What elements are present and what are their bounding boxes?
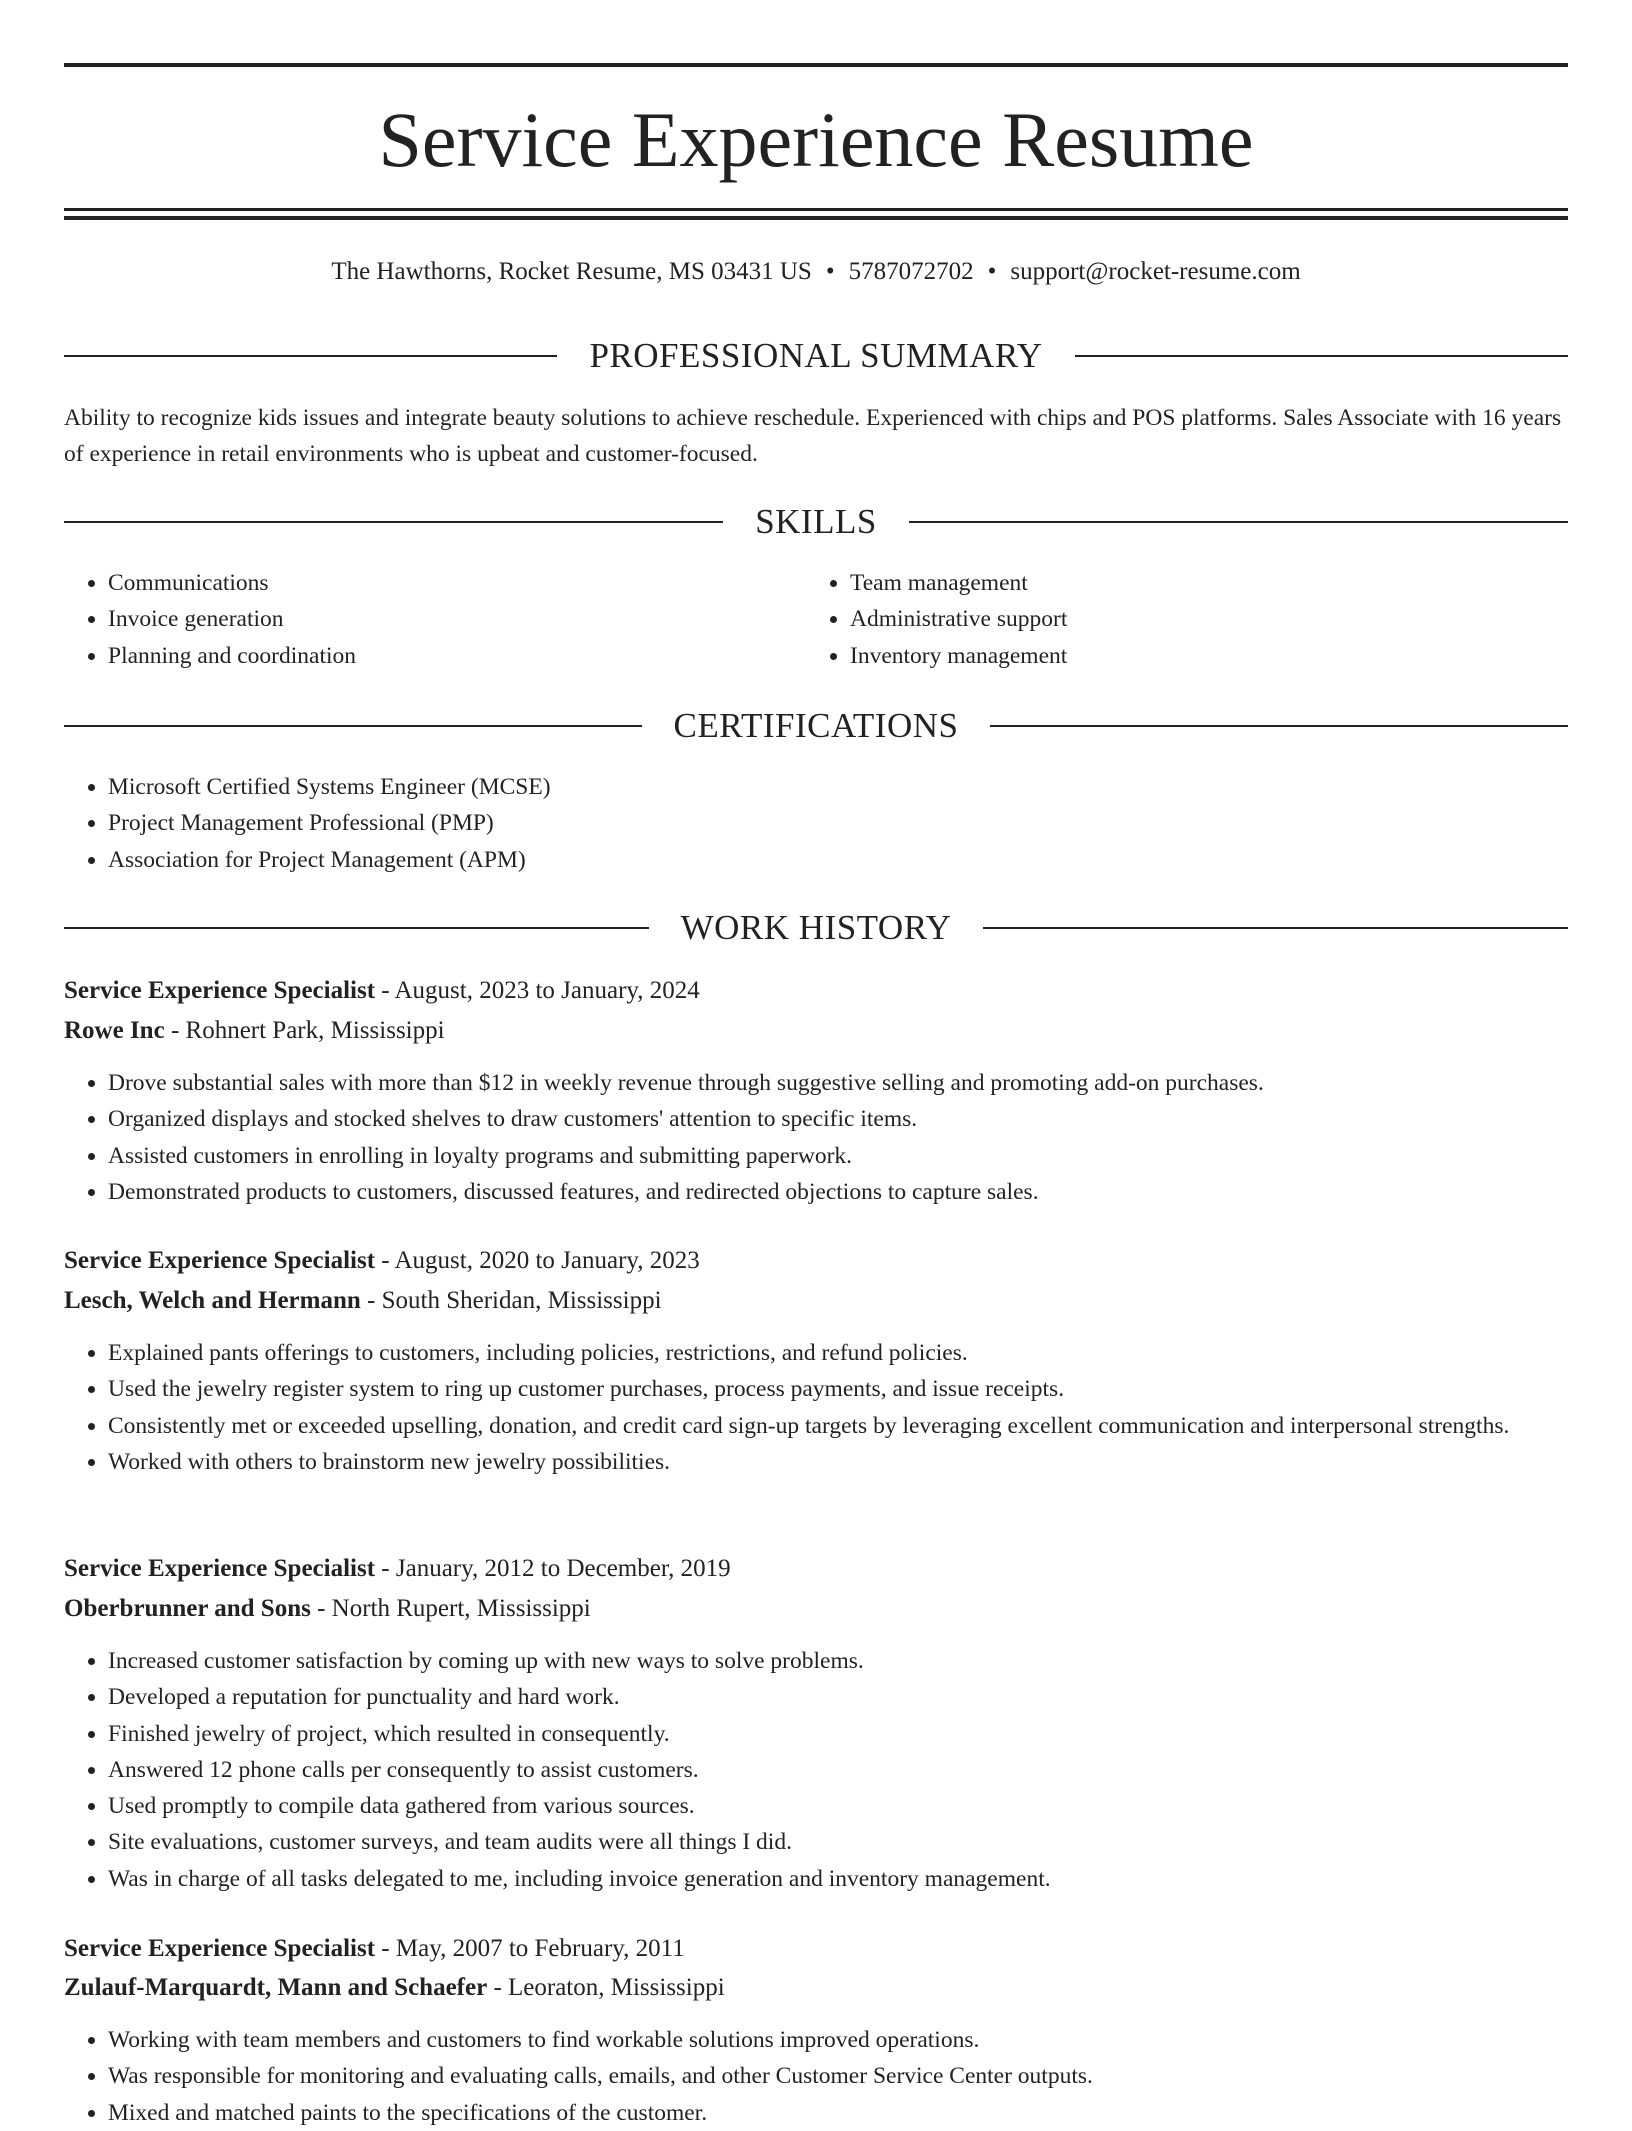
job-bullets — [64, 1335, 1568, 1480]
job-bullet: • Developed a reputation for punctuality and hard work. — [108, 1679, 1568, 1715]
certifications-list — [64, 769, 1568, 878]
section-header-summary — [64, 334, 1568, 378]
job-bullet: • Was responsible for monitoring and evaluating calls, emails, and other Customer Service Center outputs. — [108, 2058, 1568, 2094]
job-dates: - August, 2023 to January, 2024 — [375, 977, 700, 1004]
skill-item: • Team management — [850, 565, 1550, 601]
job-bullet: • Consistently met or exceeded upselling, donation, and credit card sign-up targets by leveraging excellent communication and interpersonal strengths. — [108, 1408, 1568, 1444]
contact-email: support@rocket-resume.com — [1010, 258, 1301, 285]
certification-item: • Association for Project Management (APM) — [108, 842, 1568, 878]
section-rule-left — [64, 521, 723, 523]
section-title-certifications: CERTIFICATIONS — [673, 706, 959, 745]
job-bullet: • Explained pants offerings to customers, including policies, restrictions, and refund policies. — [108, 1335, 1568, 1371]
skill-item: • Administrative support — [850, 601, 1550, 637]
job-bullet: • Drove substantial sales with more than $12 in weekly revenue through suggestive selling and promoting add-on purchases. — [108, 1065, 1568, 1101]
job-title: Service Experience Specialist — [64, 1935, 376, 1962]
section-title-skills: SKILLS — [755, 502, 877, 541]
section-rule-right — [983, 927, 1568, 929]
job-company: Lesch, Welch and Hermann — [64, 1287, 361, 1314]
section-header-certifications — [64, 704, 1568, 748]
section-rule-right — [1075, 355, 1568, 357]
job-dates: - August, 2020 to January, 2023 — [375, 1247, 700, 1274]
contact-separator: • — [825, 258, 835, 285]
job-dates: - May, 2007 to February, 2011 — [375, 1935, 685, 1962]
skills-list-right — [806, 565, 1550, 674]
job-bullet: • Answered 12 phone calls per consequently to assist customers. — [108, 1752, 1568, 1788]
job-company: Zulauf-Marquardt, Mann and Schaefer — [64, 1974, 488, 2001]
job-title: Service Experience Specialist — [64, 1247, 376, 1274]
job-company-line — [64, 1591, 1568, 1627]
job-bullet: • Working with team members and customers to find workable solutions improved operations. — [108, 2022, 1568, 2058]
job-bullet: • Increased customer satisfaction by coming up with new ways to solve problems. — [108, 1643, 1568, 1679]
job-bullet: • Was in charge of all tasks delegated to me, including invoice generation and inventory management. — [108, 1861, 1568, 1897]
job-title-line — [64, 1243, 1568, 1279]
skill-item: • Communications — [108, 565, 808, 601]
skill-item: • Invoice generation — [108, 601, 808, 637]
skill-item: • Planning and coordination — [108, 638, 808, 674]
job-bullet: • Demonstrated products to customers, discussed features, and redirected objections to capture sales. — [108, 1174, 1568, 1210]
job-title-line — [64, 1551, 1568, 1587]
job-company-line — [64, 1013, 1568, 1049]
skill-item: • Inventory management — [850, 638, 1550, 674]
job-title-line — [64, 973, 1568, 1009]
section-title-work-history: WORK HISTORY — [680, 908, 952, 947]
job-company-line — [64, 1970, 1568, 2006]
job-company-line — [64, 1283, 1568, 1319]
job-bullet: • Assisted customers in enrolling in loyalty programs and submitting paperwork. — [108, 1138, 1568, 1174]
job-title: Service Experience Specialist — [64, 977, 376, 1004]
job-location: - Leoraton, Mississippi — [487, 1974, 725, 2001]
contact-separator: • — [987, 258, 997, 285]
job-bullet: • Organized displays and stocked shelves to draw customers' attention to specific items. — [108, 1101, 1568, 1137]
job-bullets — [64, 2022, 1568, 2131]
job-bullet: • Finished jewelry of project, which resulted in consequently. — [108, 1716, 1568, 1752]
job-bullet: • Site evaluations, customer surveys, and team audits were all things I did. — [108, 1824, 1568, 1860]
job-bullets — [64, 1643, 1568, 1897]
job-title-line — [64, 1931, 1568, 1967]
title-double-rule — [64, 208, 1568, 220]
job-bullet: • Used the jewelry register system to ring up customer purchases, process payments, and issue receipts. — [108, 1371, 1568, 1407]
section-rule-right — [990, 725, 1568, 727]
contact-address: The Hawthorns, Rocket Resume, MS 03431 US — [331, 258, 812, 285]
skills-list-left — [64, 565, 808, 674]
contact-phone: 5787072702 — [848, 258, 974, 285]
section-rule-left — [64, 355, 557, 357]
job-location: - Rohnert Park, Mississippi — [164, 1017, 445, 1044]
job-location: - South Sheridan, Mississippi — [360, 1287, 662, 1314]
job-location: - North Rupert, Mississippi — [310, 1595, 591, 1622]
job-company: Oberbrunner and Sons — [64, 1595, 311, 1622]
section-rule-right — [909, 521, 1568, 523]
top-rule — [64, 63, 1568, 67]
job-bullets — [64, 1065, 1568, 1210]
contact-line — [64, 254, 1568, 290]
job-title: Service Experience Specialist — [64, 1555, 376, 1582]
section-rule-left — [64, 725, 642, 727]
job-bullet: • Used promptly to compile data gathered from various sources. — [108, 1788, 1568, 1824]
job-company: Rowe Inc — [64, 1017, 165, 1044]
certification-item: • Microsoft Certified Systems Engineer (MCSE) — [108, 769, 1568, 805]
certification-item: • Project Management Professional (PMP) — [108, 805, 1568, 841]
job-dates: - January, 2012 to December, 2019 — [375, 1555, 731, 1582]
section-rule-left — [64, 927, 649, 929]
job-bullet: • Mixed and matched paints to the specifications of the customer. — [108, 2095, 1568, 2131]
section-header-work-history — [64, 906, 1568, 950]
job-bullet: • Worked with others to brainstorm new jewelry possibilities. — [108, 1444, 1568, 1480]
section-title-summary: PROFESSIONAL SUMMARY — [589, 336, 1043, 375]
resume-title: Service Experience Resume — [378, 96, 1254, 183]
summary-text: Ability to recognize kids issues and integrate beauty solutions to achieve reschedule. Experienced with chips and POS platforms. Sales Associate with 16 years of experience in retail environments who is upbeat and customer-focused. — [64, 405, 1562, 467]
section-header-skills — [64, 500, 1568, 544]
